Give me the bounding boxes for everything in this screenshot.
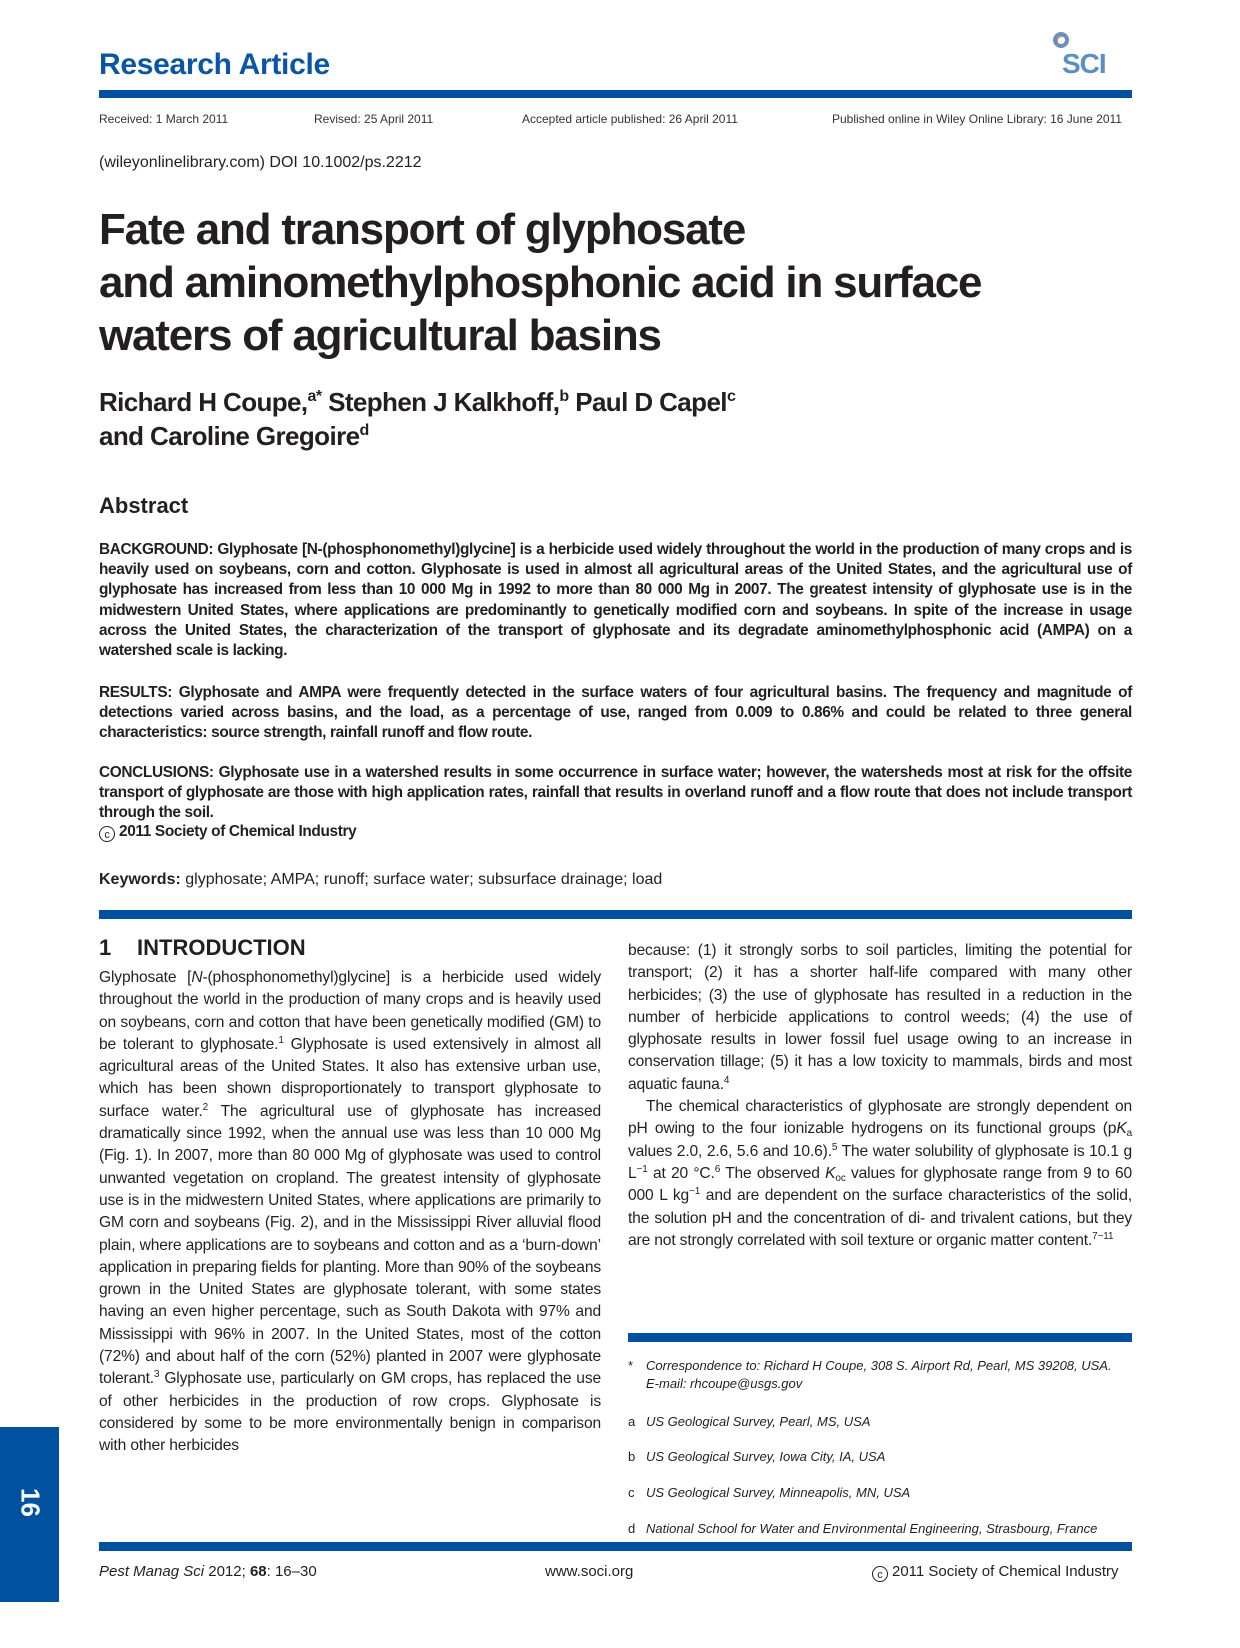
affiliation-text: US Geological Survey, Iowa City, IA, USA — [646, 1449, 886, 1464]
journal-volume: 68 — [249, 1563, 267, 1580]
copyright-icon: c — [99, 826, 115, 842]
author-affiliation-mark: a* — [307, 388, 322, 405]
copyright-icon: c — [872, 1566, 888, 1582]
journal-pages: : 16–30 — [266, 1563, 317, 1580]
author-name: Richard H Coupe, — [99, 387, 308, 417]
body-text: because: (1) it strongly sorbs to soil particles, limiting the potential for transport; (2) it has a shorter half-life compared with many other herbicides; (3) the use of glyphosate has resulted in a reduction in the number of herbicide applications to control weeds; (4) the use of glyphosate results in lower fossil fuel usage owing to an increase in conservation tillage; (5) it has a low toxicity to mammals, birds and most aquatic fauna. — [628, 942, 1132, 1093]
published-date: Published online in Wiley Online Library: 16 June 2011 — [832, 112, 1122, 126]
body-text: and are dependent on the surface characteristics of the solid, the solution pH and the concentration of di- and trivalent cations, but they are not strongly correlated with soil texture or organic matter content. — [628, 1187, 1132, 1249]
body-text: Glyphosate [ — [99, 969, 192, 986]
keywords-label: Keywords: — [99, 871, 181, 888]
received-date: Received: 1 March 2011 — [99, 112, 229, 126]
affiliation-footnote — [628, 1413, 1132, 1431]
correspondence-email[interactable]: E-mail: rhcoupe@usgs.gov — [646, 1376, 803, 1391]
section-heading-introduction — [99, 935, 306, 961]
affiliation-text: National School for Water and Environmental Engineering, Strasbourg, France — [646, 1521, 1098, 1536]
author-name: Paul D Capel — [575, 387, 727, 417]
author-affiliation-mark: c — [726, 388, 736, 405]
doi[interactable]: (wileyonlinelibrary.com) DOI 10.1002/ps.2212 — [99, 154, 422, 171]
body-text: -(phosphonomethyl)glycine] is a herbicide used widely throughout the world in the production of many crops and is heavily used on soybeans, corn and cotton that have been genetically modified (GM) to be tolerant to glyphosate. — [99, 969, 601, 1053]
footnote-mark: d — [628, 1521, 636, 1536]
abstract-results: RESULTS: Glyphosate and AMPA were frequently detected in the surface waters of four agricultural basins. The frequency and magnitude of detections varied across basins, and the load, as a percentage of use, ranged from 0.009 to 0.86% and could be related to three general characteristics: source strength, rainfall runoff and flow route. — [99, 684, 1132, 742]
correspondence-text: Correspondence to: Richard H Coupe, 308 S. Airport Rd, Pearl, MS 39208, USA. — [646, 1358, 1112, 1373]
affiliation-text: US Geological Survey, Minneapolis, MN, USA — [646, 1485, 911, 1500]
paragraph — [628, 940, 1132, 1096]
body-text: The observed — [720, 1164, 826, 1182]
footnote-mark: c — [628, 1485, 635, 1500]
journal-name: Pest Manag Sci — [99, 1563, 205, 1580]
accepted-date: Accepted article published: 26 April 2011 — [522, 112, 738, 126]
abstract-background: BACKGROUND: Glyphosate [N-(phosphonomethyl)glycine] is a herbicide used widely throughout the world in the production of many crops and is heavily used on soybeans, corn and cotton. Glyphosate is used in almost all agricultural areas of the United States, and the agricultural use of glyphosate has increased from less than 10 000 Mg in 1992 to more than 80 000 Mg in 2007. The greatest intensity of glyphosate use is in the midwestern United States, where applications are predominantly to genetically modified corn and soybeans. In spite of the increase in usage across the United States, the characterization of the transport of glyphosate and its degradate aminomethylphosphonic acid (AMPA) on a watershed scale is lacking. — [99, 541, 1132, 660]
citation-ref[interactable]: 6 — [714, 1163, 721, 1175]
citation-ref[interactable]: 5 — [831, 1141, 838, 1153]
citation-ref[interactable]: 3 — [154, 1369, 160, 1381]
body-text: The agricultural use of glyphosate has increased dramatically since 1992, when the annual use was less than 10 000 Mg (Fig. 1). In 2007, more than 80 000 Mg of glyphosate was used to control unwanted vegetation on cropland. The greatest intensity of glyphosate use is in the midwestern United States, where applications are primarily to GM corn and soybeans (Fig. 2), and in the Mississippi River alluvial flood plain, where applications are to soybeans and cotton and as a ‘burn-down’ application in preparing fields for planting. More than 90% of the soybeans grown in the United States are glyphosate tolerant, with some states having an even higher percentage, such as South Dakota with 97% and Mississippi with 96% in 2007. In the United States, most of the cotton (72%) and about half of the corn (52%) planted in 2007 were glyphosate tolerant. — [99, 1102, 601, 1388]
journal-citation — [99, 1563, 317, 1580]
page-number: 16 — [15, 1488, 46, 1517]
body-column-right — [628, 940, 1132, 1252]
abstract-rule — [99, 910, 1132, 919]
affiliation-footnote — [628, 1484, 1132, 1502]
keywords-value: glyphosate; AMPA; runoff; surface water; subsurface drainage; load — [180, 871, 663, 888]
abstract-conclusions: CONCLUSIONS: Glyphosate use in a watershed results in some occurrence in surface water; however, the watersheds most at risk for the offsite transport of glyphosate are those with high application rates, rainfall that results in overland runoff and a flow route that does not include transport through the soil. — [99, 764, 1132, 822]
article-title — [99, 203, 1119, 362]
citation-ref[interactable]: 1 — [278, 1034, 284, 1046]
title-line: waters of agricultural basins — [99, 311, 661, 360]
footer-copyright-text: 2011 Society of Chemical Industry — [892, 1563, 1119, 1580]
subscript: oc — [835, 1172, 846, 1184]
subscript: a — [1126, 1128, 1132, 1140]
title-line: and aminomethylphosphonic acid in surface — [99, 258, 982, 307]
footnote-mark: * — [628, 1358, 634, 1373]
section-title: INTRODUCTION — [137, 935, 306, 960]
body-text: The chemical characteristics of glyphosate are strongly dependent on pH owing to the four ionizable hydrogens on its functional groups (p — [628, 1098, 1132, 1138]
logo-ring-icon — [1053, 32, 1069, 48]
footer-rule — [99, 1542, 1132, 1551]
title-line: Fate and transport of glyphosate — [99, 205, 746, 254]
footnote-mark: b — [628, 1449, 636, 1464]
section-number: 1 — [99, 935, 112, 960]
body-text: Glyphosate is used extensively in almost all agricultural areas of the United States. It also has extensive urban use, which has been shown disproportionately to transport glyphosate to surface water. — [99, 1035, 602, 1120]
author-name: Stephen J Kalkhoff, — [328, 387, 560, 417]
exponent: −1 — [636, 1163, 648, 1175]
page-number-tab — [0, 1427, 59, 1602]
body-text-italic: K — [1116, 1120, 1127, 1138]
body-text: values 2.0, 2.6, 5.6 and 10.6). — [628, 1142, 832, 1160]
abstract-copyright — [99, 823, 356, 842]
header-rule — [99, 90, 1132, 98]
citation-ref[interactable]: 4 — [723, 1074, 730, 1086]
body-text-italic: K — [825, 1164, 836, 1182]
affiliation-footnote — [628, 1448, 1132, 1466]
keywords — [99, 871, 662, 889]
body-text: values for glyphosate range from 9 to 60 000 L kg — [628, 1164, 1132, 1205]
body-text: Glyphosate use, particularly on GM crops, has replaced the use of other herbicides in the production of row crops. Glyphosate is considered by some to be more environmentally benign in comparison with other herbicides — [99, 1370, 601, 1455]
author-name: and Caroline Gregoire — [99, 421, 360, 451]
author-list — [99, 385, 735, 453]
body-column-left — [99, 967, 601, 1458]
body-text: at 20 °C. — [647, 1164, 715, 1182]
abstract-copyright-text: 2011 Society of Chemical Industry — [119, 823, 357, 840]
affiliation-text: US Geological Survey, Pearl, MS, USA — [646, 1414, 871, 1429]
correspondence-footnote — [628, 1357, 1132, 1393]
sci-logo — [1048, 28, 1114, 82]
footnote-mark: a — [628, 1414, 636, 1429]
exponent: −1 — [689, 1186, 701, 1198]
journal-year: 2012; — [204, 1563, 250, 1580]
body-text: The water solubility of glyphosate is 10.1 g L — [628, 1142, 1132, 1182]
affiliation-footnote — [628, 1520, 1132, 1538]
citation-ref[interactable]: 7−11 — [1092, 1230, 1114, 1242]
citation-ref[interactable]: 2 — [202, 1101, 209, 1113]
section-label: Research Article — [99, 48, 330, 81]
paragraph — [628, 1096, 1132, 1252]
website-link[interactable]: www.soci.org — [545, 1563, 634, 1580]
logo-text: SCI — [1062, 48, 1106, 79]
author-affiliation-mark: d — [359, 422, 369, 439]
body-text-italic: N — [191, 969, 203, 986]
abstract-heading: Abstract — [99, 493, 189, 518]
footnote-rule — [628, 1333, 1132, 1342]
footer-copyright — [872, 1563, 1119, 1582]
author-affiliation-mark: b — [559, 388, 569, 405]
revised-date: Revised: 25 April 2011 — [314, 112, 434, 126]
